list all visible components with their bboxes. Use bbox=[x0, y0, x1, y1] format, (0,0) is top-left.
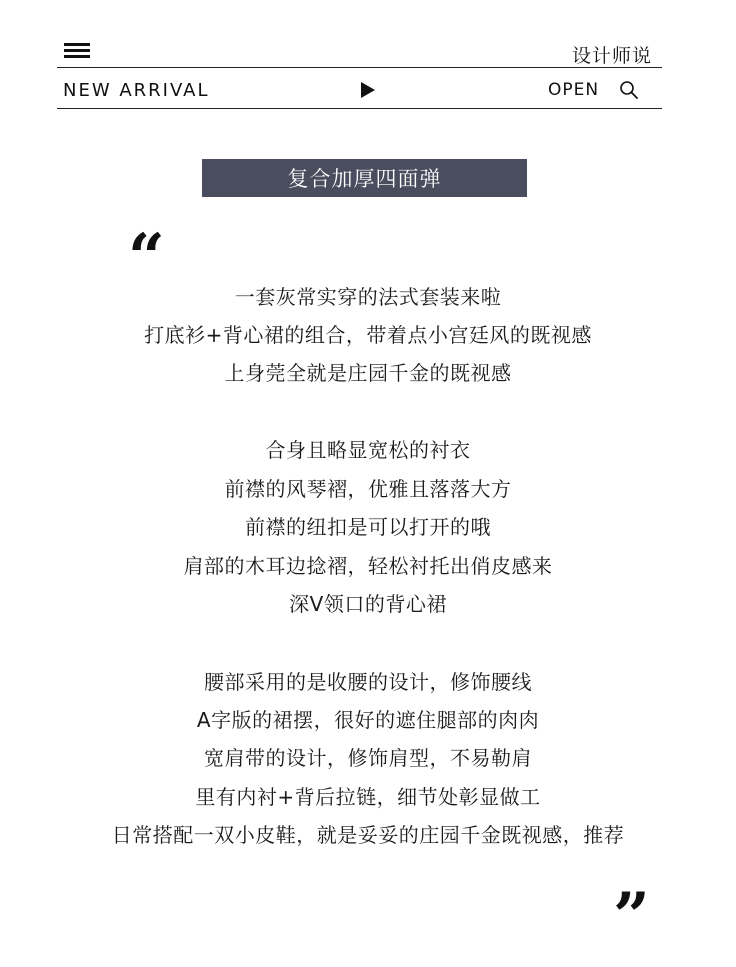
search-icon[interactable] bbox=[619, 80, 639, 100]
description-line: 深V领口的背心裙 bbox=[289, 592, 447, 616]
close-quote-icon: ” bbox=[613, 879, 650, 954]
designer-says-title: 设计师说 bbox=[571, 45, 652, 67]
description-line: 合身且略显宽松的衬衣 bbox=[265, 438, 471, 462]
header-divider-top bbox=[57, 67, 662, 68]
menu-icon[interactable] bbox=[64, 43, 90, 59]
description-line: 前襟的纽扣是可以打开的哦 bbox=[245, 515, 491, 539]
open-button[interactable]: OPEN bbox=[548, 80, 600, 100]
description-line: 里有内衬+背后拉链，细节处彰显做工 bbox=[195, 785, 541, 809]
open-quote-icon: “ bbox=[128, 220, 165, 295]
fabric-banner bbox=[202, 159, 527, 197]
description-line: 上身莞全就是庄园千金的既视感 bbox=[224, 361, 512, 385]
new-arrival-label[interactable]: NEW ARRIVAL bbox=[63, 80, 210, 101]
play-icon[interactable] bbox=[361, 82, 375, 98]
description-line: 腰部采用的是收腰的设计，修饰腰线 bbox=[204, 670, 532, 694]
header-divider-bottom bbox=[57, 108, 662, 109]
description-line: 肩部的木耳边捻褶，轻松衬托出俏皮感来 bbox=[183, 554, 553, 578]
description-line: 前襟的风琴褶，优雅且落落大方 bbox=[224, 477, 512, 501]
description-line: 打底衫+背心裙的组合，带着点小宫廷风的既视感 bbox=[144, 323, 592, 347]
description-line: 宽肩带的设计，修饰肩型，不易勒肩 bbox=[204, 746, 532, 770]
description-line: 一套灰常实穿的法式套装来啦 bbox=[234, 285, 502, 309]
description-line: A字版的裙摆，很好的遮住腿部的肉肉 bbox=[196, 708, 540, 732]
fabric-banner-text: 复合加厚四面弹 bbox=[287, 167, 442, 191]
description-line: 日常搭配一双小皮鞋，就是妥妥的庄园千金既视感，推荐 bbox=[111, 823, 625, 847]
